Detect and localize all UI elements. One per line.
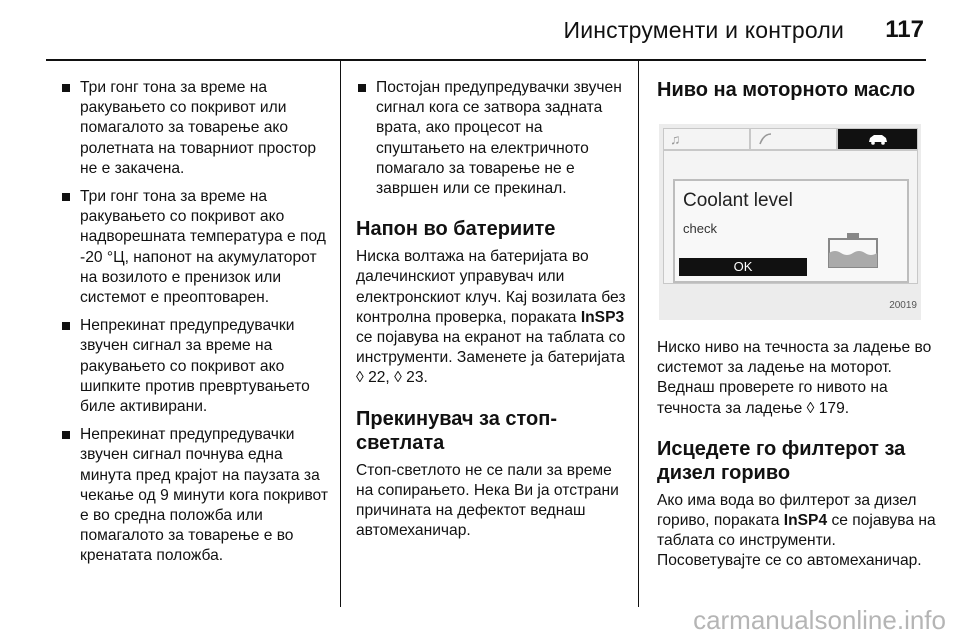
filter-text-part: Ако има вода во филтерот за дизел гориво, пораката (657, 491, 917, 530)
filter-text-part: се појавува на таблата со инструменти. Посоветувајте се со автомеханичар. (657, 512, 936, 570)
ok-button[interactable]: OK (679, 258, 807, 276)
section-heading-oil-level: Ниво на моторното масло (657, 79, 916, 101)
display-tab-bar (663, 128, 918, 150)
message-box (673, 179, 909, 283)
oil-paragraph: Ниско ниво на течноста за ладење во системот за ладење на моторот. Веднаш проверете го нивото на течноста за ладење ◊ 179. (657, 339, 932, 417)
column-1 (60, 78, 330, 575)
coolant-tank-icon (825, 231, 881, 269)
reference-arrow-icon: ◊ (356, 369, 364, 387)
page-header (0, 0, 960, 58)
music-note-icon: ♫ (663, 128, 750, 150)
list-item: Постојан предупредувачки звучен сигнал кога се затвора задната врата, ако процесот на спуштањето на електричното помагало за товарење не е завршен или се прекинал. (356, 78, 628, 199)
message-title: Coolant level (683, 190, 793, 211)
page-number: 117 (885, 16, 924, 43)
oil-text-part: Ниско ниво на течноста за ладење во системот за ладење на моторот. Веднаш проверете го нивото на течноста за ладење (657, 339, 932, 417)
watermark: carmanualsonline.info (693, 605, 946, 635)
message-code: InSP4 (783, 512, 828, 530)
battery-text-part: Ниска волтажа на батеријата во далечинскиот управувач или електронскиот клуч. Кај возилата без контролна проверка, пораката (356, 248, 626, 326)
section-heading-battery: Напон во батериите (356, 218, 556, 241)
page-title: Иинструменти и контроли (563, 17, 844, 43)
column-divider (638, 61, 639, 607)
brake-paragraph: Стоп-светлото не се пали за време на сопирањето. Нека Ви ја отстрани причината на дефектот веднаш автомеханичар. (356, 461, 619, 540)
phone-icon (750, 128, 837, 150)
section-heading-brake-switch: Прекинувач за стоп-светлата (356, 407, 558, 454)
section-heading-diesel-filter: Исцедете го филтерот за дизел гориво (657, 437, 906, 484)
battery-text-part: се појавува на екранот на таблата со инструменти. Заменете ја батеријата (356, 329, 626, 367)
column-2 (356, 78, 628, 541)
message-subtitle: check (683, 221, 717, 236)
list-item: Непрекинат предупредувачки звучен сигнал почнува една минута пред крајот на паузата за чекање од 9 минути кога покривот е во средна положба или помагалото за товарење е во кренатата положба. (60, 425, 330, 566)
header-rule (46, 59, 926, 61)
column-3 (657, 78, 939, 572)
car-icon (837, 128, 918, 150)
page-reference-link[interactable]: 22 (368, 369, 386, 387)
page-reference-link[interactable]: 179 (818, 399, 845, 417)
list-item: Три гонг тона за време на ракувањето со покривот или помагалото за товарење ако ролетната на товарниот простор не е закачена. (60, 78, 330, 179)
reference-arrow-icon: ◊ (394, 369, 402, 387)
column-divider (340, 61, 341, 607)
list-item: Три гонг тона за време на ракувањето со покривот ако надворешната температура е под -20 °Ц, напонот на акумулаторот на возилото е пренизок или системот е преоптоварен. (60, 187, 330, 308)
message-code: InSP3 (580, 308, 625, 326)
display-illustration (659, 124, 921, 320)
list-item: Непрекинат предупредувачки звучен сигнал за време на ракувањето со покривот ако шипките против превртувањето биле активирани. (60, 316, 330, 417)
page-reference-link[interactable]: 23 (406, 369, 424, 387)
reference-arrow-icon: ◊ (806, 399, 815, 417)
figure-number: 20019 (889, 299, 917, 311)
battery-paragraph: Ниска волтажа на батеријата во далечинскиот управувач или електронскиот клуч. Кај возилата без контролна проверка, пораката InSP3 се појавува на екранот на таблата со инструменти. Заменете ја батеријата ◊ 22, ◊ 23. (356, 248, 626, 387)
filter-paragraph (657, 491, 939, 572)
